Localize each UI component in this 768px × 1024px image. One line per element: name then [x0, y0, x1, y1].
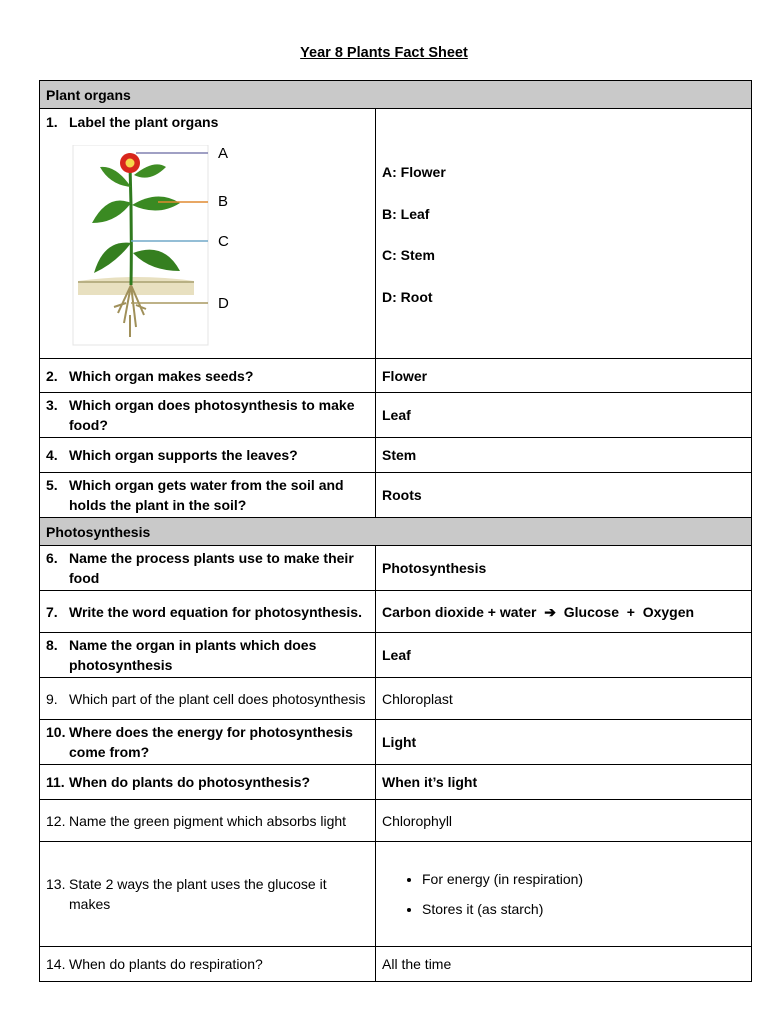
answer-leaf: B: Leaf [382, 205, 430, 222]
label-a: A [218, 145, 229, 162]
table-row [40, 765, 752, 800]
question-cell [40, 473, 376, 518]
answer-cell: All the time [376, 947, 752, 982]
list-item: • For energy (in respiration) [422, 869, 745, 889]
answer-root: D: Root [382, 288, 433, 305]
equation-products: Glucose + Oxygen [563, 603, 695, 620]
question-cell [40, 678, 376, 720]
question-cell [40, 393, 376, 438]
section-header-photosynthesis [40, 518, 752, 546]
table-row [40, 633, 752, 678]
answer-cell: When it’s light [376, 765, 752, 800]
table-row [40, 800, 752, 842]
plant-diagram [46, 145, 246, 350]
question-number: 8. [46, 637, 58, 653]
question-cell [40, 109, 376, 359]
question-cell [40, 359, 376, 393]
answer-cell [376, 591, 752, 633]
table-row [40, 473, 752, 518]
table-row [40, 842, 752, 947]
table-row [40, 591, 752, 633]
answer-cell [376, 109, 752, 359]
answer-cell: Leaf [376, 393, 752, 438]
table-row [40, 546, 752, 591]
label-c: C [218, 233, 229, 250]
question-number: 2. [46, 367, 58, 384]
question-text: Which organ supports the leaves? [69, 447, 298, 463]
question-number: 5. [46, 477, 58, 493]
question-text: State 2 ways the plant uses the glucose it makes [69, 876, 327, 912]
question-number: 13. [46, 876, 66, 892]
question-cell [40, 546, 376, 591]
question-cell [40, 800, 376, 842]
question-number: 7. [46, 603, 58, 620]
fact-table [39, 80, 752, 982]
question-number: 6. [46, 550, 58, 566]
question-text: When do plants do photosynthesis? [69, 774, 311, 790]
question-text: Which organ makes seeds? [69, 367, 254, 384]
section-title: Photosynthesis [40, 518, 752, 546]
question-number: 3. [46, 397, 58, 413]
table-row [40, 720, 752, 765]
question-text: Which organ gets water from the soil and holds the plant in the soil? [69, 477, 344, 513]
page-title: Year 8 Plants Fact Sheet [300, 45, 468, 61]
stem [130, 165, 131, 285]
question-cell [40, 720, 376, 765]
answer-cell: Roots [376, 473, 752, 518]
question-text: Name the green pigment which absorbs light [69, 812, 347, 829]
answer-cell: Flower [376, 359, 752, 393]
answer-stem: C: Stem [382, 247, 435, 264]
question-cell [40, 438, 376, 473]
table-row [40, 947, 752, 982]
question-cell [40, 842, 376, 947]
answer-cell: Chloroplast [376, 678, 752, 720]
question-number: 11. [46, 774, 65, 790]
table-row [40, 393, 752, 438]
arrow-icon: ➔ [544, 603, 556, 620]
soil [78, 277, 194, 295]
question-text: Where does the energy for photosynthesis come from? [69, 724, 353, 760]
question-text: When do plants do respiration? [69, 956, 263, 972]
answer-cell [376, 842, 752, 947]
question-cell [40, 765, 376, 800]
question-text: Name the process plants use to make their food [69, 550, 354, 586]
answer-cell: Chlorophyll [376, 800, 752, 842]
equation-reactants: Carbon dioxide + water [382, 603, 537, 620]
answer-flower: A: Flower [382, 164, 446, 180]
question-number: 12. [46, 812, 66, 829]
label-d: D [218, 295, 229, 312]
question-number: 4. [46, 447, 58, 463]
flower-centre [126, 159, 135, 168]
question-text: Label the plant organs [69, 114, 219, 130]
answer-cell: Photosynthesis [376, 546, 752, 591]
answer-cell: Leaf [376, 633, 752, 678]
answer-cell: Light [376, 720, 752, 765]
question-text: Which organ does photosynthesis to make food? [69, 397, 355, 433]
section-title: Plant organs [40, 81, 752, 109]
question-number: 1. [46, 114, 58, 130]
table-row [40, 438, 752, 473]
question-cell [40, 633, 376, 678]
bullet-list [382, 869, 745, 919]
question-text: Name the organ in plants which does photosynthesis [69, 637, 317, 673]
table-row [40, 678, 752, 720]
list-item: • Stores it (as starch) [422, 899, 745, 919]
question-number: 9. [46, 690, 58, 707]
table-row [40, 359, 752, 393]
question-number: 14. [46, 956, 66, 972]
question-text: Which part of the plant cell does photosynthesis [69, 690, 366, 707]
section-header-plant-organs [40, 81, 752, 109]
question-cell [40, 947, 376, 982]
question-cell [40, 591, 376, 633]
question-text: Write the word equation for photosynthesis. [69, 603, 362, 620]
answer-cell: Stem [376, 438, 752, 473]
question-number: 10. [46, 724, 66, 740]
label-b: B [218, 193, 229, 210]
table-row [40, 109, 752, 359]
